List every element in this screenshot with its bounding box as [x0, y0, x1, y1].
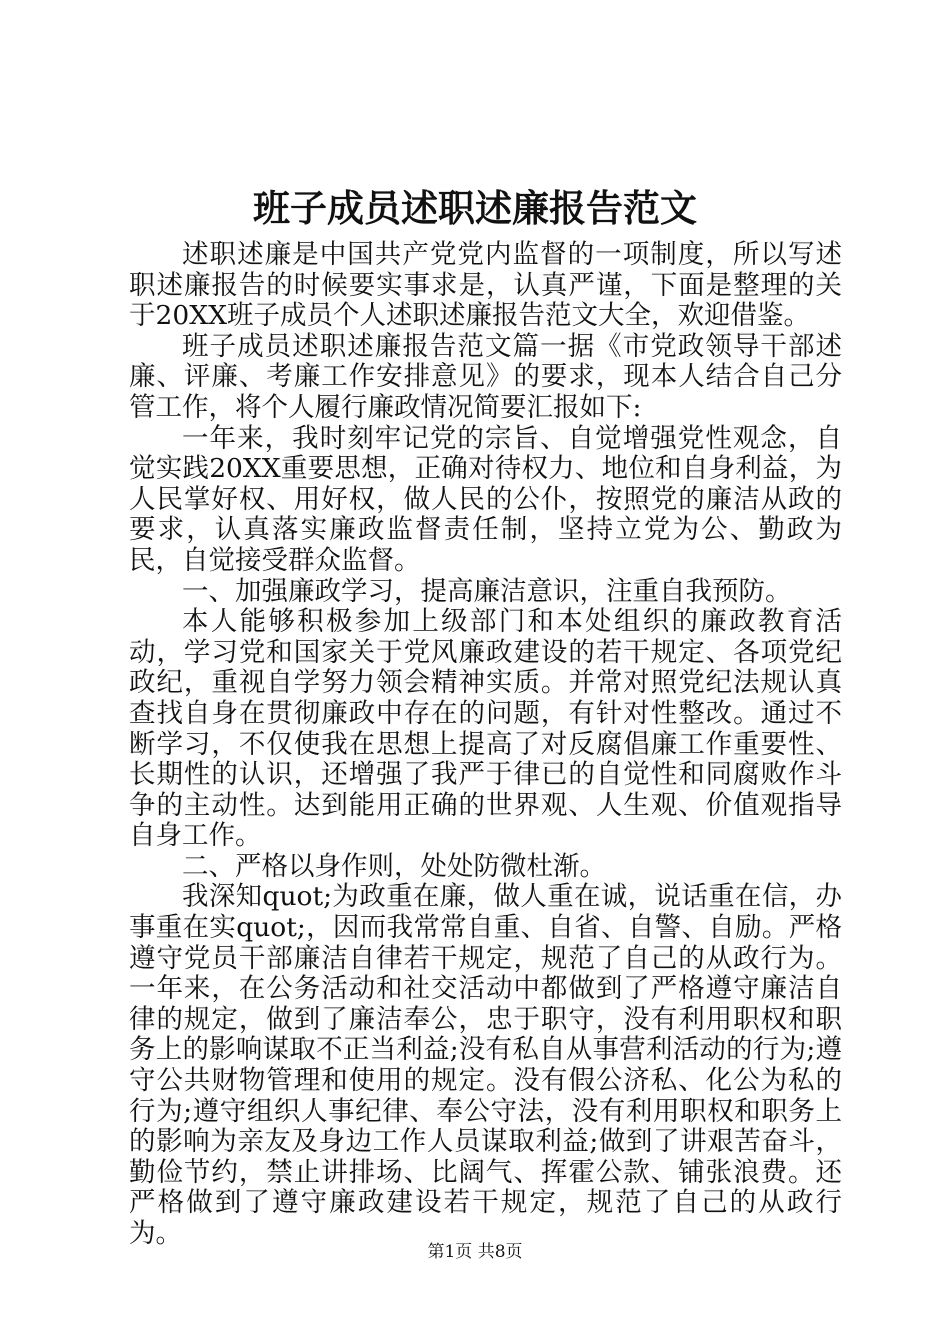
section-heading-1: 一、加强廉政学习，提高廉洁意识，注重自我预防。 [182, 575, 792, 607]
paragraph-section-1: 本人能够积极参加上级部门和本处组织的廉政教育活动，学习党和国家关于党风廉政建设的若干规定、各项党纪政纪，重视自学努力领会精神实质。并常对照党纪法规认真查找自身在贯彻廉政中存在的问题，有针对性整改。通过不断学习，不仅使我在思想上提高了对反腐倡廉工作重要性、长期性的认识，还增强了我严于律已的自觉性和同腐败作斗争的主动性。达到能用正确的世界观、人生观、价值观指导自身工作。 [129, 606, 842, 852]
section-heading-2: 二、严格以身作则，处处防微杜渐。 [182, 850, 606, 882]
page-footer: 第1页 共8页 [427, 1242, 523, 1262]
paragraph-intro: 述职述廉是中国共产党党内监督的一项制度，所以写述职述廉报告的时候要实事求是，认真严谨，下面是整理的关于20XX班子成员个人述职述廉报告范文大全，欢迎借鉴。 [129, 239, 842, 332]
document-body [129, 240, 842, 1250]
paragraph-opening: 班子成员述职述廉报告范文篇一据《市党政领导干部述廉、评廉、考廉工作安排意见》的要求，现本人结合自己分管工作，将个人履行廉政情况简要汇报如下: [129, 330, 842, 423]
paragraph-section-2: 我深知quot;为政重在廉，做人重在诚，说话重在信，办事重在实quot;，因而我常常自重、自省、自警、自励。严格遵守党员干部廉洁自律若干规定，规范了自己的从政行为。一年来，在公务活动和社交活动中都做到了严格遵守廉洁自律的规定，做到了廉洁奉公，忠于职守，没有利用职权和职务上的影响谋取不正当利益;没有私自从事营利活动的行为;遵守公共财物管理和使用的规定。没有假公济私、化公为私的行为;遵守组织人事纪律、奉公守法，没有利用职权和职务上的影响为亲友及身边工作人员谋取利益;做到了讲艰苦奋斗，勤俭节约，禁止讲排场、比阔气、挥霍公款、铺张浪费。还严格做到了遵守廉政建设若干规定，规范了自己的从政行为。 [129, 881, 842, 1249]
paragraph-summary: 一年来，我时刻牢记党的宗旨、自觉增强党性观念，自觉实践20XX重要思想，正确对待权力、地位和自身利益，为人民掌好权、用好权，做人民的公仆，按照党的廉洁从政的要求，认真落实廉政监督责任制，坚持立党为公、勤政为民，自觉接受群众监督。 [129, 422, 842, 576]
document-title: 班子成员述职述廉报告范文 [253, 186, 697, 230]
